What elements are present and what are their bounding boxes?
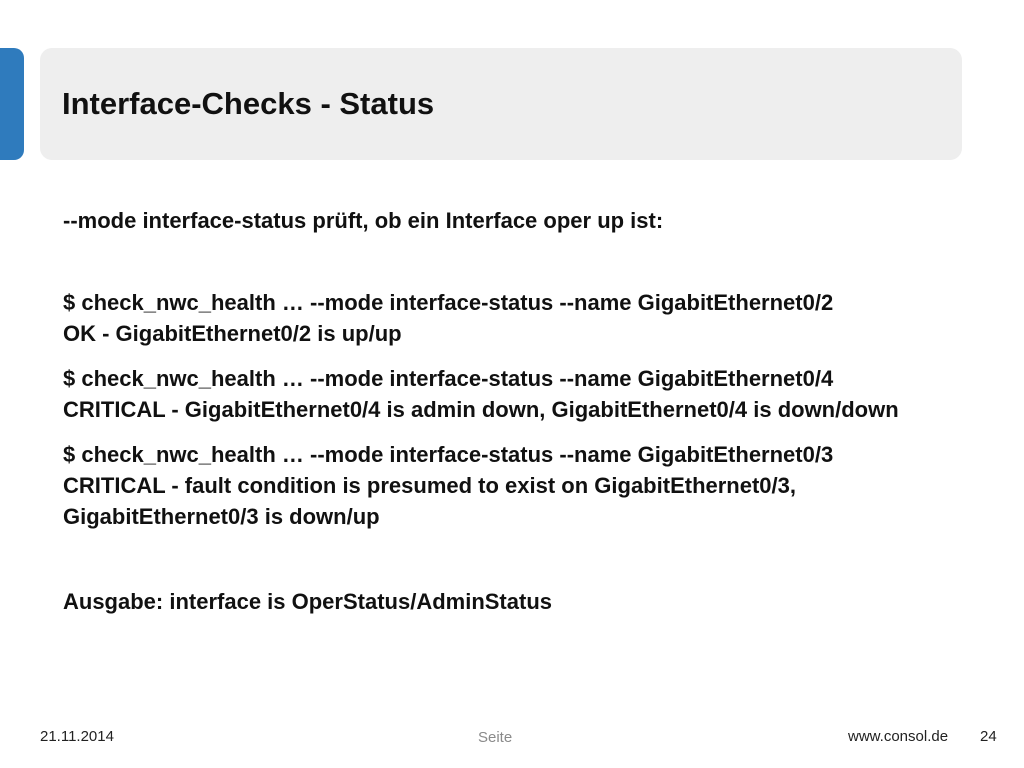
example-output: CRITICAL - GigabitEthernet0/4 is admin down, GigabitEthernet0/4 is down/down [63,397,899,422]
slide-content [63,205,973,617]
example-block [63,439,973,532]
example-command: $ check_nwc_health … --mode interface-status --name GigabitEthernet0/2 [63,290,834,315]
page-title: Interface-Checks - Status [62,86,435,121]
example-block [63,363,973,425]
footer-date: 21.11.2014 [40,728,114,745]
example-block [63,287,973,349]
accent-tab [0,48,24,160]
example-command: $ check_nwc_health … --mode interface-status --name GigabitEthernet0/4 [63,366,834,391]
example-output: CRITICAL - fault condition is presumed to exist on GigabitEthernet0/3, GigabitEthernet0/3 is down/up [63,473,796,529]
footer-url: www.consol.de [848,728,949,745]
example-command: $ check_nwc_health … --mode interface-status --name GigabitEthernet0/3 [63,442,834,467]
summary-text: Ausgabe: interface is OperStatus/AdminStatus [63,589,552,614]
intro-text: --mode interface-status prüft, ob ein Interface oper up ist: [63,208,664,233]
footer-page-label: Seite [478,729,513,746]
example-output: OK - GigabitEthernet0/2 is up/up [63,321,402,346]
page-number: 24 [980,728,997,745]
title-box [40,48,962,160]
